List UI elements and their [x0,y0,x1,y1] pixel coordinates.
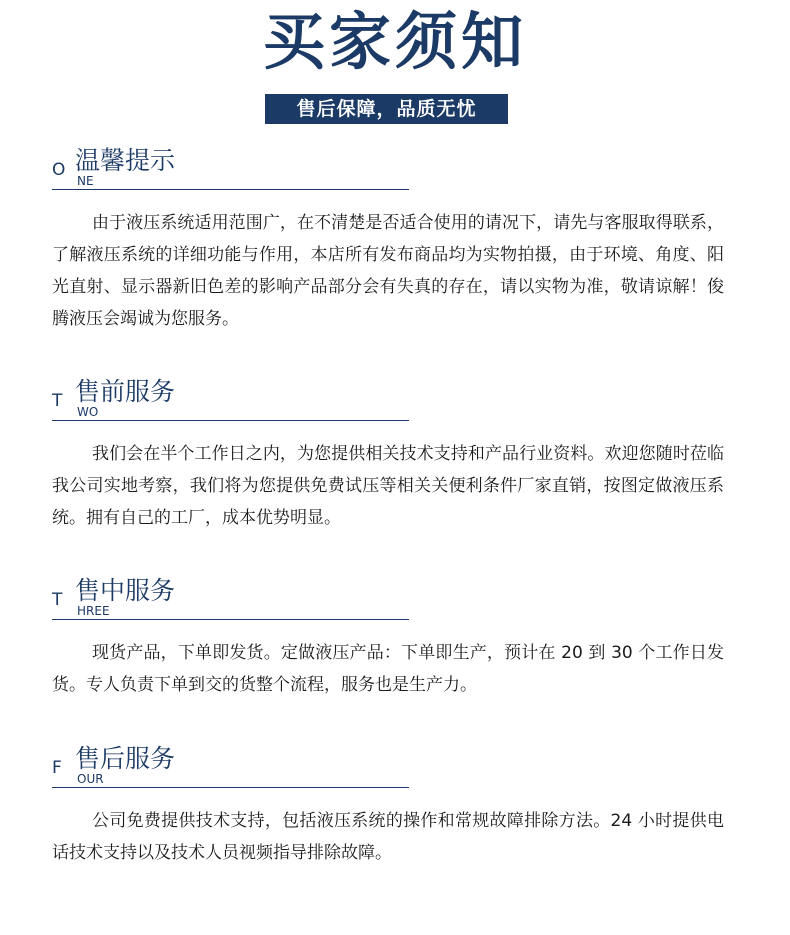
section-number-rest: NE [77,174,94,188]
section-divider [52,420,409,421]
section-body: 由于液压系统适用范围广，在不清楚是否适合使用的请况下，请先与客服取得联系，了解液压系统的详细功能与作用，本店所有发布商品均为实物拍摄，由于环境、角度、阳光直射、显示器新旧色差的影响产品部分会有失真的存在，请以实物为准，敬请谅解！俊腾液压会竭诚为您服务。 [52,213,724,329]
section-two [52,377,752,534]
section-title: 温馨提示 [75,146,176,175]
subtitle-banner: 售后保障，品质无忧 [265,94,508,124]
section-body: 我们会在半个工作日之内，为您提供相关技术支持和产品行业资料。欢迎您随时莅临我公司实地考察，我们将为您提供免费试压等相关关便利条件厂家直销，按图定做液压系统。拥有自己的工厂，成本优势明显。 [52,444,724,528]
section-body: 公司免费提供技术支持，包括液压系统的操作和常规故障排除方法。24 小时提供电话技术支持以及技术人员视频指导排除故障。 [52,811,724,863]
section-title: 售后服务 [75,744,176,773]
section-three [52,576,752,701]
page-title: 买家须知 [262,5,527,78]
section-heading [52,146,752,190]
section-heading [52,377,752,421]
section-number-initial: T [52,391,63,411]
section-title: 售前服务 [75,377,176,406]
section-number-initial: O [52,160,66,180]
section-number-initial: T [52,590,63,610]
section-number-rest: OUR [77,772,104,786]
section-body: 现货产品，下单即发货。定做液压产品：下单即生产，预计在 20 到 30 个工作日发货。专人负责下单到交的货整个流程，服务也是生产力。 [52,643,724,695]
section-title: 售中服务 [75,576,176,605]
section-heading [52,744,752,788]
section-divider [52,619,409,620]
section-divider [52,787,409,788]
section-number-rest: HREE [77,604,110,618]
section-divider [52,189,409,190]
section-one [52,146,752,335]
section-four [52,744,752,869]
section-number-initial: F [52,758,62,778]
section-heading [52,576,752,620]
section-number-rest: WO [77,405,99,419]
